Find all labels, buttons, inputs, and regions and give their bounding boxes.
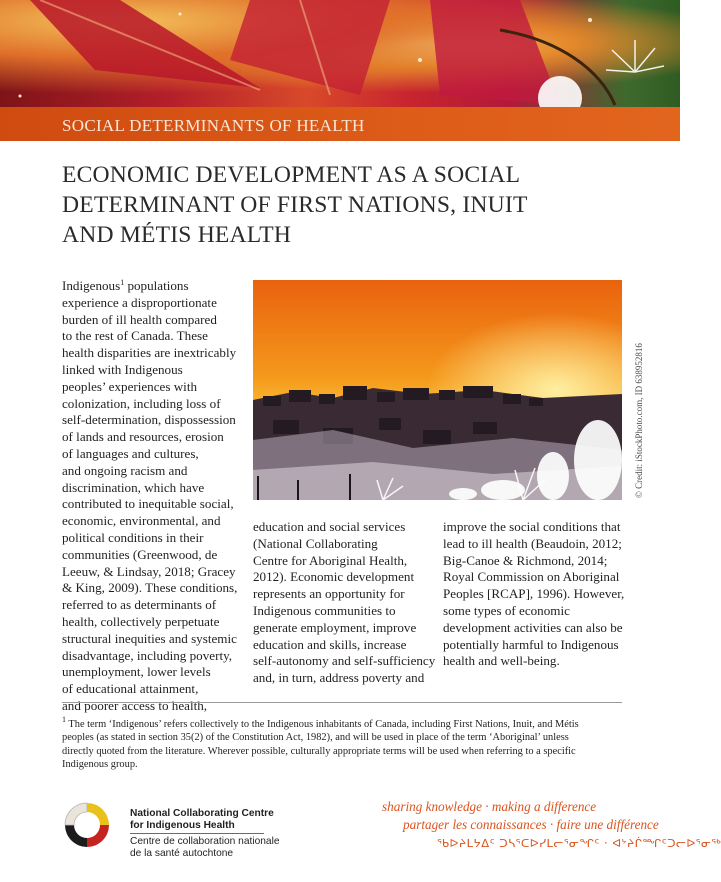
footnote-divider [62,702,622,703]
body-line: health disparities are inextricably [62,345,237,361]
body-line: of educational attainment, [62,681,199,697]
header-leaf-image [0,0,680,107]
title-line: AND MÉTIS HEALTH [62,222,292,248]
arctic-sunset-photo [253,280,622,500]
title-line: DETERMINANT OF FIRST NATIONS, INUIT [62,192,528,218]
body-line: education and skills, increase [253,636,407,652]
org-line: de la santé autochtone [130,848,234,859]
footnote-text: peoples (as stated in section 35(2) of the Constitution Act, 1982), and will be used in place of the term ‘Aboriginal’ unless [62,732,569,744]
tagline-french: partager les connaissances · faire une différence [403,817,659,832]
body-line: communities (Greenwood, de [62,546,218,562]
body-line: generate employment, improve [253,619,417,635]
leaf-artwork [0,0,680,107]
body-line: 2012). Economic development [253,569,415,585]
header-band [0,107,680,141]
photo-credit: © Credit: iStockPhoto.com, ID 638952816 [634,343,644,498]
body-line: discrimination, which have [62,479,205,495]
body-line: disadvantage, including poverty, [62,647,233,663]
body-lines [62,295,237,715]
body-line: & King, 2009). These conditions, [62,580,238,596]
organization-name-english [130,808,274,832]
footnote-text: Indigenous group. [62,759,138,771]
body-line: Peoples [RCAP], 1996). However, [443,586,625,602]
body-line: of languages and cultures, [62,445,199,461]
section-heading: SOCIAL DETERMINANTS OF HEALTH [62,116,365,135]
body-line: political conditions in their [62,529,204,545]
footnote-first-line [62,715,622,731]
body-line: Royal Commission on Aboriginal [443,569,620,585]
body-line: some types of economic [443,602,570,618]
body-first-line [62,278,237,295]
body-line: development activities can also be [443,619,623,635]
body-line: potentially harmful to Indigenous [443,636,619,652]
body-line: represents an opportunity for [253,586,405,602]
body-line: contributed to inequitable social, [62,496,234,512]
nccih-logo-icon [62,800,112,850]
body-line: of lands and resources, erosion [62,429,224,445]
body-line: (National Collaborating [253,535,378,551]
body-line: colonization, including loss of [62,395,221,411]
body-line: economic, environmental, and [62,513,221,529]
body-column-2 [253,519,435,687]
body-line: experience a disproportionate [62,294,217,310]
body-line: burden of ill health compared [62,311,217,327]
body-line: structural inequities and systemic [62,630,237,646]
organization-name-french [130,836,280,860]
body-line: and, in turn, address poverty and [253,670,425,686]
body-line: to the rest of Canada. These [62,328,208,344]
body-line: health and well-being. [443,653,560,669]
org-line: Centre de collaboration nationale [130,836,280,847]
body-column-1 [62,278,237,715]
tagline-inuktitut: ᖃᐅᔨᒪᔭᐃᑦ ᑐᓴᕐᑕᐅᓯᒪᓕᕐᓂᖏᑦ · ᐊᔾᔨᒌᙱᑦᑐᓕᐅᕐᓂᖅ [437,836,721,850]
footnote-reference[interactable]: 1 [120,278,125,287]
tagline-english: sharing knowledge · making a difference [382,799,597,814]
body-line: linked with Indigenous [62,361,183,377]
body-line: lead to ill health (Beaudoin, 2012; [443,535,622,551]
org-divider [130,833,264,834]
photo-illustration [253,280,622,500]
org-line: for Indigenous Health [130,820,235,831]
body-line: health, collectively perpetuate [62,613,220,629]
body-line: self-determination, dispossession [62,412,236,428]
org-line: National Collaborating Centre [130,808,274,819]
body-column-3 [443,519,624,670]
body-text: Indigenous [62,278,121,293]
body-line: Leeuw, & Lindsay, 2018; Gracey [62,563,236,579]
body-line: Centre for Aboriginal Health, [253,552,408,568]
footnote [62,715,622,772]
body-text: populations [124,278,189,293]
body-line: peoples’ experiences with [62,378,198,394]
title-line: ECONOMIC DEVELOPMENT AS A SOCIAL [62,162,521,188]
footnote-marker: 1 [62,715,66,724]
body-line: education and social services [253,519,406,534]
document-title [62,160,622,250]
body-line: unemployment, lower levels [62,664,211,680]
body-line: Indigenous communities to [253,602,396,618]
body-line: and ongoing racism and [62,462,188,478]
body-line: Big-Canoe & Richmond, 2014; [443,552,608,568]
footnote-text: directly quoted from the literature. Wherever possible, culturally appropriate terms will be used when referring to a specific [62,745,576,757]
body-line: improve the social conditions that [443,519,621,534]
body-line: referred to as determinants of [62,597,217,613]
body-line: self-autonomy and self-sufficiency [253,653,436,669]
body-line: and poorer access to health, [62,697,208,713]
footnote-text: The term ‘Indigenous’ refers collectively to the Indigenous inhabitants of Canada, including First Nations, Inuit, and Métis [66,719,579,730]
